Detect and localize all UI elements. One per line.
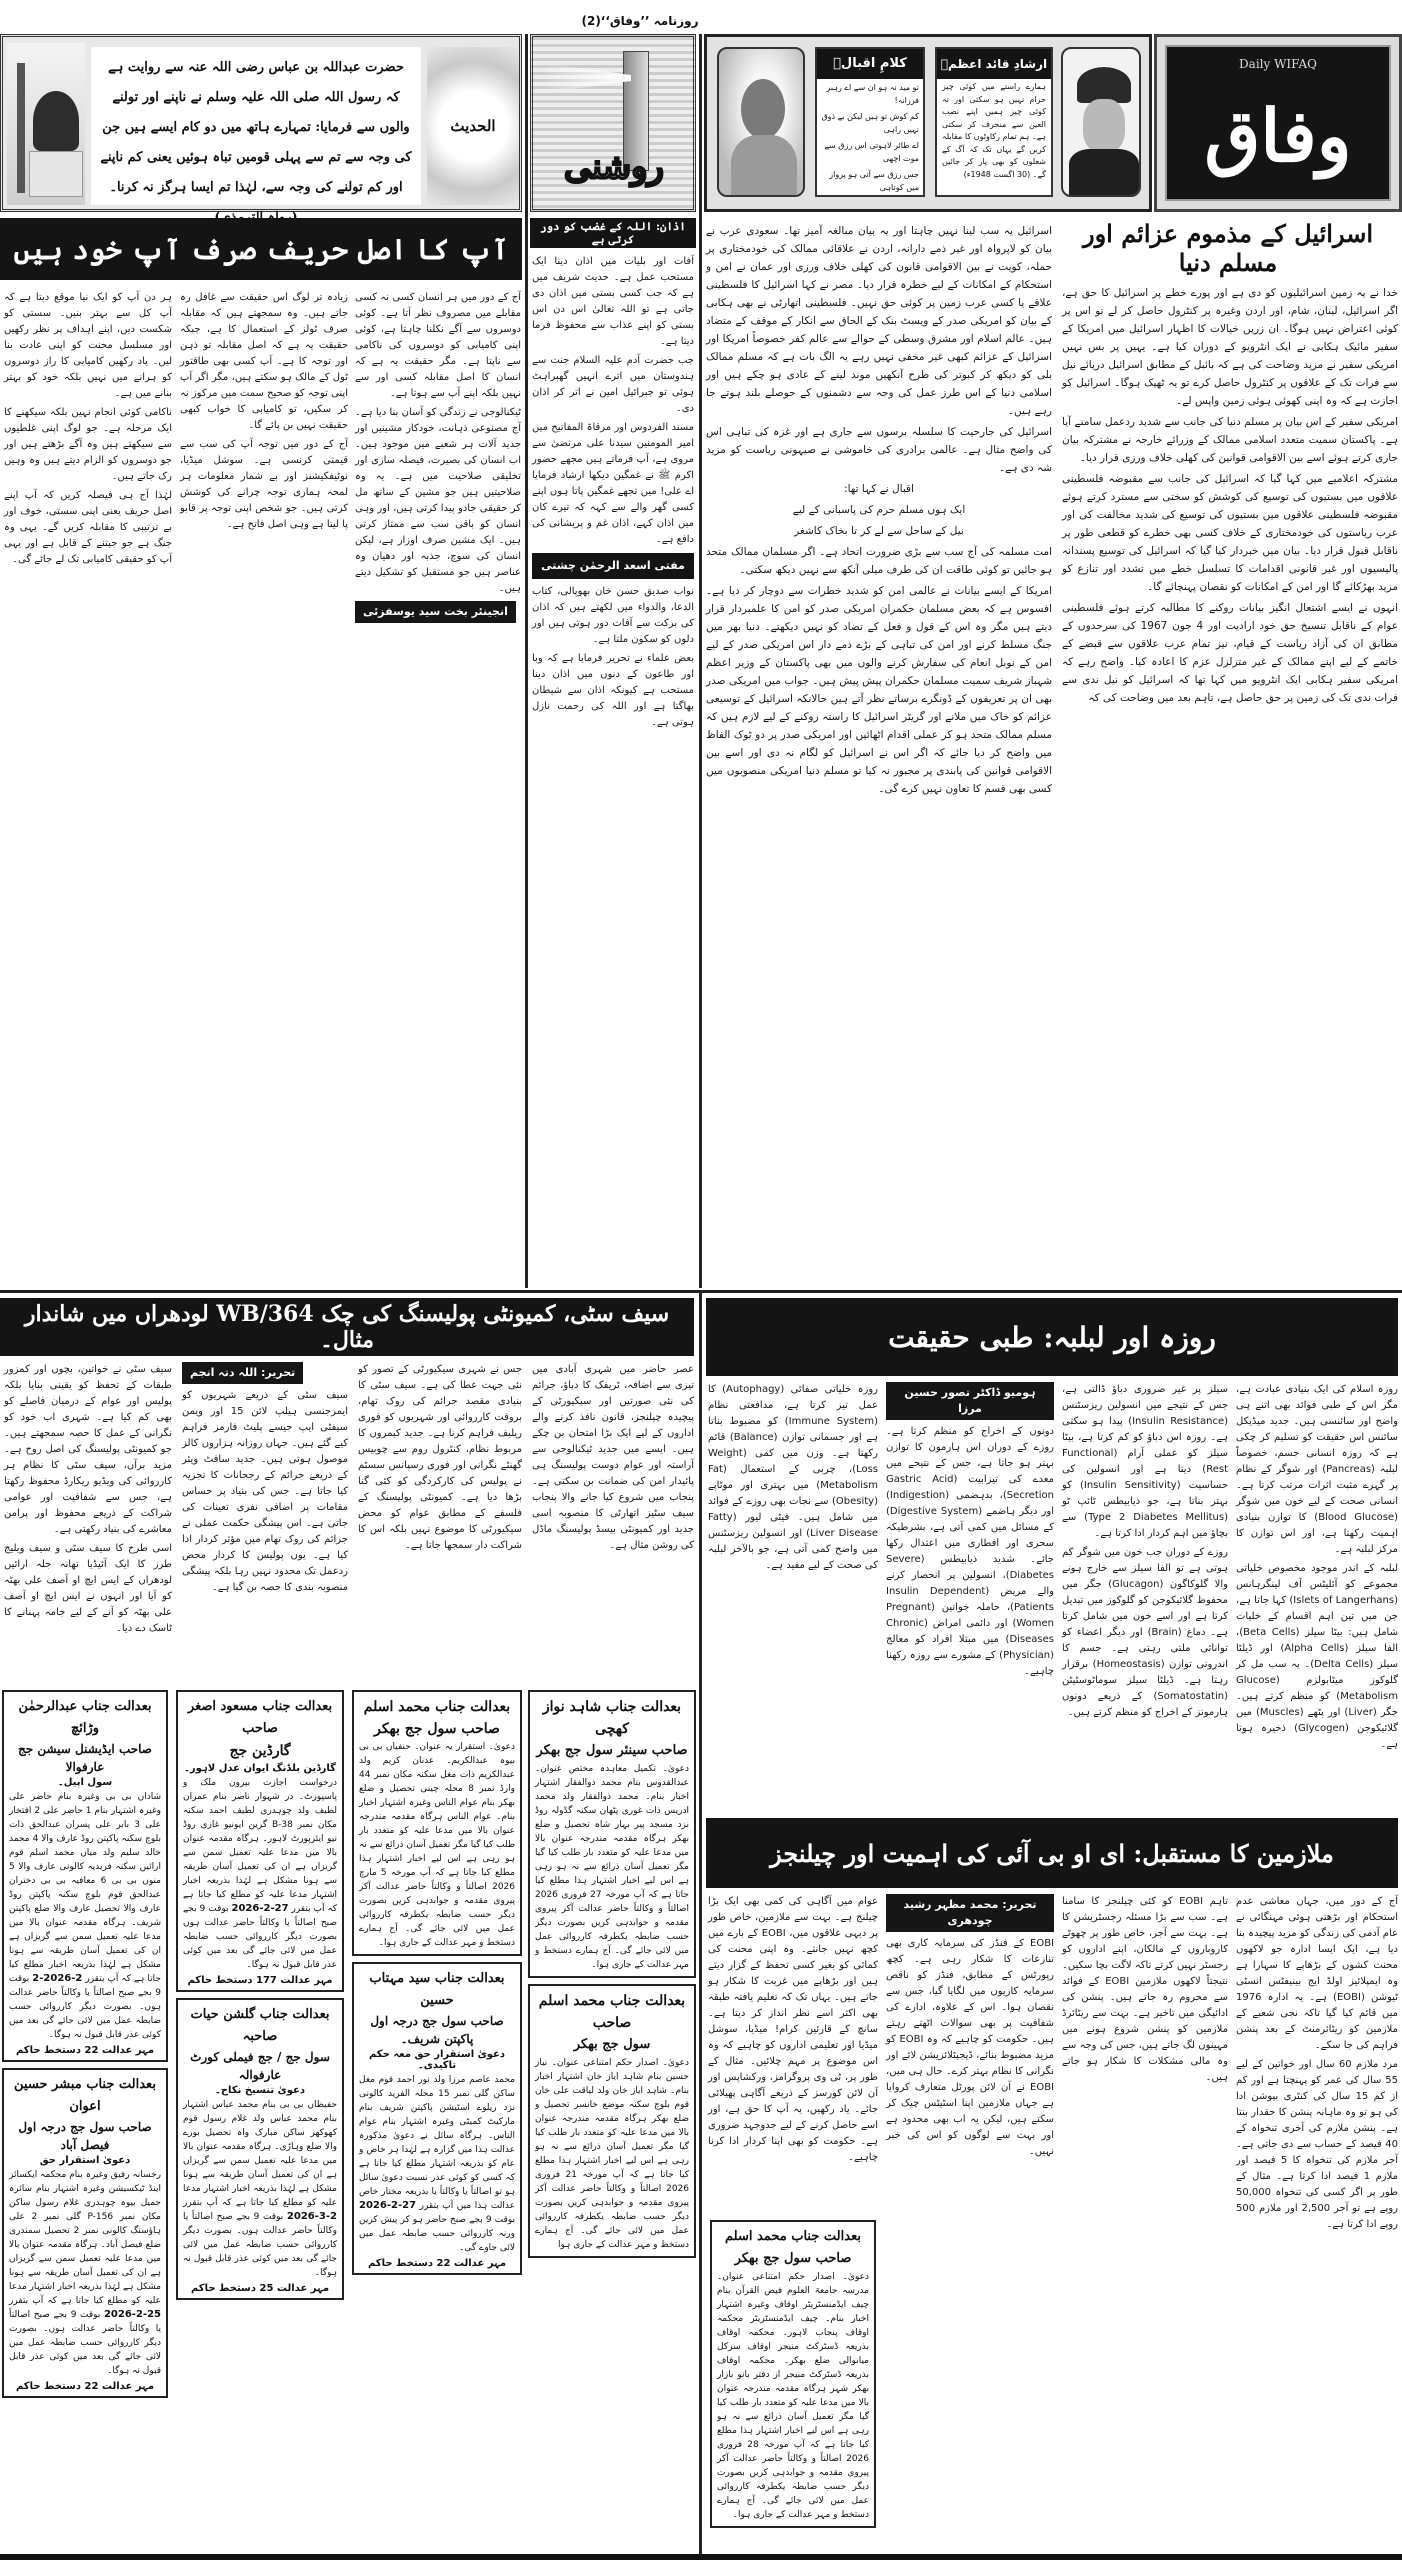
israel-verse: ایک ہوں مسلم حرم کی پاسبانی کے لیے (792, 504, 966, 516)
safecity-column (532, 1362, 694, 1557)
rival-paragraph: ٹیکنالوجی نے زندگی کو آسان بنا دیا ہے۔ آج مصنوعی ذہانت، خودکار مشینیں اور جدید آلات ہر شعبے میں موجود ہیں۔ اب انسان کی بصیرت، فیصلہ سازی اور تخلیقی صلاحیت میں ہے۔ یہ وہ صلاحیتیں ہیں جو مشین کے ساتھ مل کر حقیقی جادو پیدا کرتی ہیں، اور وہی انسان کو باقی سب سے ممتاز کرتی ہیں۔ ایک مشین صرف اوزار ہے، لیکن انسان کی سوچ، جذبہ اور دھیان وہ عناصر ہیں جو مستقبل کو تشکیل دیتے ہیں۔ (355, 407, 521, 594)
iqbal-portrait (717, 47, 805, 197)
column-divider (699, 1290, 702, 2554)
iqbal-line: جس رزق سے آتی ہو پرواز میں کوتاہی (829, 170, 919, 192)
roshni-paragraph: بعض علماء نے تحریر فرمایا ہے کہ وبا اور طاعون کے دنوں میں اذان دینا مستحب ہے کیونکہ اذان سے شیطان بھاگتا ہے اور اللہ کی رحمت نازل ہوتی ہے۔ (532, 653, 694, 728)
court-title: بعدالت جناب مسعود اصغر صاحب (187, 1699, 333, 1736)
court-date: 25-2-2026 (103, 2309, 161, 2320)
court-body-text: بوقت 9 بجے صبح اصالتاً یا وکالتاً حاضر عدالت ہوں۔ بصورت دیگر کارروائی حسب ضابطہ عمل میں لائی جائے گی بعد میں کوئی عذر قابل قبول نہ ہوگا۔ (9, 2310, 161, 2376)
court-body-text: بوقت 9 بجے صبح حاضر ہو کر پیش کریں ورنہ کارروائی حسب ضابطہ عمل میں لائی جاوے گی۔ (359, 2215, 516, 2253)
fasting-column (1236, 1382, 1398, 1756)
court-title: بعدالت جناب سید مہتاب حسین (369, 1971, 505, 2008)
court-signature: مہر عدالت 22 دستخط حاکم (15, 2045, 155, 2056)
roshni-label: روشنی (564, 147, 664, 187)
israel-verse: اقبال نے کہا تھا: (844, 483, 914, 495)
court-subtitle: صاحب ایڈیشنل سیشن جج عارفوالا (18, 1742, 152, 1774)
court-body-text: درخواست اجازت بیرون ملک و پاسپورٹ۔ در شہوار ناصر بنام عمران لطیف ولد چوہدری لطیف احمد سکنہ مکان نمبر B-38 گرین ایونیو غازی روڈ نیو ایئرپورٹ لاہور۔ ہرگاہ مقدمہ عنوان بالا میں مدعا علیہ تعمیل سمن سے گریزاں ہے ان کی تعمیل آسان طریقہ سے ہونا مشکل ہے لہٰذا بذریعہ اخبار اشتہار مدعا علیہ کو مطلع کیا جاتا ہے کہ آپ بتقرر (183, 1778, 337, 1914)
safecity-headline: سیف سٹی، کمیونٹی پولیسنگ کی چک WB/364 لودھراں میں شاندار مثال۔ (0, 1298, 694, 1356)
court-body-text: حفیظاں بی بی بنام محمد عباس اشتہار بنام محمد عباس ولد غلام رسول قوم کھوکھر ساکن مبارک واہ تحصیل بورے والا ضلع وہاڑی۔ ہرگاہ مقدمہ عنوان بالا میں مدعا علیہ تعمیل سمن سے گریزاں ہے ان کی تعمیل آسان طریقہ سے ہونا مشکل ہے لہٰذا بذریعہ اخبار اشتہار مدعا علیہ کو مطلع کیا جاتا ہے کہ آپ بتقرر (183, 2100, 337, 2208)
eobi-paragraph: آج کے دور میں، جہاں معاشی عدم استحکام اور بڑھتی ہوئی مہنگائی نے عام آدمی کی زندگی کو مزید پیچیدہ بنا دیا ہے، ایک ایسا ادارہ جو لاکھوں محنت کشوں کے بڑھاپے کا سہارا ہے وہ ایمپلائیز اولڈ ایج بینیفٹس انسٹی ٹیوشن (EOBI) ہے۔ یہ ادارہ 1976 میں قائم کیا گیا تاکہ نجی شعبے کے ملازمین کو ریٹائرمنٹ کے بعد پنشن فراہم کی جا سکے۔ (1236, 1896, 1398, 2051)
court-title: بعدالت جناب محمد اسلم صاحب (538, 1993, 686, 2031)
safecity-paragraph: اسی طرح کا سیف سٹی و سیف ویلیج طرز کا ایک آئیڈیا تھانہ جلہ ارائیں لودھراں کے ایس ایچ او آصف علی بھٹہ کو آیا اور انہوں نے ایس ایچ او آصف علی بھٹہ کو آنے کے لیے جامہ پہنانے کا ٹاسک دے دیا۔ (4, 1543, 172, 1634)
safecity-paragraph: سیف سٹی کے ذریعے شہریوں کو ایمرجنسی ہیلپ لائن 15 اور ویمن سیفٹی ایپ جیسے پلیٹ فارمز فراہم کیے گئے ہیں۔ جہاں روزانہ ہزاروں کالز موصول ہوتی ہیں۔ جدید سافٹ ویئر کے ذریعے جرائم کے رجحانات کا تجزیہ کیا جاتا ہے۔ جس کی بنیاد پر حساس مقامات پر اضافی نفری تعینات کی جاتی ہے۔ اس پیشگی حکمت عملی نے جرائم کی روک تھام میں مؤثر کردار ادا کیا ہے۔ یوں پولیس کا کردار محض ردعمل تک محدود نہیں رہا بلکہ پیشگی منصوبہ بندی کا حصہ بن گیا ہے۔ (182, 1390, 348, 1593)
court-body (183, 1776, 337, 1972)
court-case-type: دعویٰ استقرار حق (39, 2155, 131, 2166)
mosque-image (7, 43, 85, 205)
court-body-text: بوقت 9 بجے صبح اصالتاً یا وکالتاً حاضر عدالت ہوں۔ بصورت دیگر کارروائی حسب ضابطہ عمل میں لائی جائے گی بعد میں کوئی عذر قابل قبول نہ ہوگا۔ (9, 1974, 161, 2040)
israel-paragraph: امریکی سفیر کے اس بیان پر مسلم دنیا کی جانب سے شدید ردعمل سامنے آیا ہے۔ پاکستان سمیت متعدد اسلامی ممالک کے وزرائے خارجہ نے مشترکہ بیان جاری کرتے ہوئے اسے بین الاقوامی قوانین کی کھلی خلاف ورزی قرار دیا۔ (1062, 416, 1398, 464)
fasting-byline: ہومیو ڈاکٹر تصور حسین مرزا (886, 1382, 1054, 1420)
rival-paragraph: آج کے دور میں توجہ آپ کی سب سے قیمتی کرنسی ہے۔ سوشل میڈیا، نوٹیفکیشنز اور بے شمار معلومات ہر لمحہ ہماری توجہ چرانے کی کوشش کرتی ہیں۔ جو شخص اپنی توجہ پر قابو پا لیتا ہے وہی اصل فاتح ہے۔ (180, 439, 348, 530)
court-signature: مہر عدالت 22 دستخط حاکم (15, 2381, 155, 2392)
court-subtitle: سول جج بھکر (573, 2037, 651, 2052)
rival-headline: آپ کا اصل حریف صرف آپ خود ہیں (0, 218, 522, 280)
israel-paragraph: خدا نے یہ زمین اسرائیلیوں کو دی ہے اور پورے خطے پر اسرائیل کا حق ہے، اگر اسرائیل، لبنان، شام، اور اردن وغیرہ پر کنٹرول حاصل کر لے تو اس پر کوئی اعتراض نہیں ہوگا۔ ان زریں خیالات کا اظہار اسرائیل میں امریکا کے سفیر مائیک ہکابی نے ایک انٹرویو کے دوران کیا ہے۔ یہیں پر بس نہیں امریکی سفیر نے مزید وضاحت کی ہے کہ بائبل کے مطابق اسرائیل دریائے نیل سے فرات تک کے علاقوں پر کنٹرول حاصل کرے تو یہ ٹھیک ہوگا۔ اسرائیل کو اجازت ہے کہ وہ اپنی کھوئی ہوئی زمین واپس لے۔ (1062, 287, 1398, 407)
court-body: دعویٰ۔ اصدار حکم امتناعی عنوان۔ نیاز حسین بنام شاہد ایاز خان اشتہار اخبار بنام۔ شاہد ایاز خان ولد لیاقت علی خان قوم بلوچ سکنہ موضع خانسر تحصیل و ضلع بھکر ہرگاہ مقدمہ مندرجہ عنوان بالا میں مدعا علیہ کو متعدد بار طلب کیا گیا مگر تعمیل آسان ذرائع سے نہ ہو رہی ہے اس لیے اخبار اشتہار ہذا مطلع کیا جاتا ہے کہ آپ مورخہ 21 فروری 2026 اصالتاً و وکالتاً حاضر عدالت آکر پیروی مقدمہ و جوابدہی کریں بصورت دیگر حسب ضابطہ یکطرفہ کارروائی عمل میں لائی جائے گی۔ آج ہمارے دستخط و مہر عدالت کے جاری ہوا (535, 2058, 689, 2250)
logo-urdu: وفاق (1204, 93, 1352, 178)
court-stack (176, 1690, 344, 2300)
court-subtitle: گارڈین جج (229, 1743, 291, 1759)
roshni-paragraph: جب حضرت آدم علیہ السلام جنت سے ہندوستان میں اترے انہیں گھبراہٹ ہوئی تو جبرائیل امین نے اتر کر اذان دی۔ (532, 355, 694, 414)
iqbal-line: اے طائر لاہوتی اس رزق سے موت اچھی (824, 141, 919, 163)
court-body-text: شاداں بی بی وغیرہ بنام حاضر علی وغیرہ اشتہار بنام 1 حاضر علی 2 افتخار علی 3 بابر علی پسران عبدالحق ذات بلوچ سکنہ پاکپتن روڈ عارف والا 4 محمد خالد سلیم ولد میاں محمد اسلم قوم ارائیں سکنہ فریدیہ کالونی عارف والا 5 منوں بی بی 6 معافیہ بی بی دختران عبدالحق قوم بلوچ سکنہ پاکپتن روڈ عارف والا تحصیل عارف والا ضلع پاکپتن شریف۔ ہرگاہ مقدمہ عنوان بالا میں مدعا علیہ تعمیل سمن سے گریزاں ہے ان کی تعمیل آسان طریقہ سے ہونا مشکل ہے لہٰذا بذریعہ اخبار مطلع کیا جاتا ہے کہ آپ بتقرر (9, 1792, 162, 1984)
israel-headline: اسرائیل کے مذموم عزائم اور مسلم دنیا (1083, 219, 1373, 277)
court-body-text: بوقت 9 بجے صبح اصالتاً یا وکالتاً حاضر عدالت ہوں بصورت دیگر کارروائی حسب ضابطہ عمل میں لائی جائے گی بعد میں کوئی عذر قابل قبول نہ ہوگا۔ (183, 1904, 337, 1970)
rival-paragraph: ہر دن آپ کو ایک نیا موقع دیتا ہے کہ آپ کل سے بہتر بنیں۔ سستی کو شکست دیں، اپنے اہداف پر نظر رکھیں اور مسلسل محنت کو اپنی عادت بنا لیں۔ یاد رکھیں کامیابی کا راز دوسروں کو ہرانے میں نہیں بلکہ خود کو بہتر بنانے میں ہے۔ (4, 292, 172, 399)
hadith-badge (427, 47, 519, 205)
court-notice (2, 1690, 168, 2062)
iqbal-line: تو مید نہ ہو ان سے اے رہبر فرزانہ! (826, 83, 919, 105)
israel-paragraph: مشترکہ اعلامیے میں کہا گیا کہ اسرائیل کی جانب سے مقبوضہ فلسطینی علاقوں میں بستیوں کی توسیع کی کوشش کو سختی سے مسترد کرتے ہوئے مقبوضہ فلسطینی علاقوں میں بستیوں کی توسیع کی شدید مخالفت کی اور عرب ریاستوں کی خودمختاری کے خلاف کسی بھی خطرے کو قطعی طور پر ناقابل قبول قرار دیا۔ بیان میں خبردار کیا گیا کہ اسرائیل کی توسیع پسندانہ پالیسیوں اور غیر قانونی اقدامات کا تسلسل خطے میں تشدد اور تنازع کو مزید بھڑکائے گا اور امن کے امکانات کو نقصان پہنچائے گا۔ (1062, 473, 1398, 593)
court-notice (352, 1690, 522, 1956)
court-title: بعدالت جناب محمد اسلم (363, 1699, 511, 1715)
court-body-text: محمد عاصم مرزا ولد نور احمد قوم مغل ساکن گلی نمبر 15 محلہ الفرید کالونی نزد ریلوے اسٹیشن پاکپتن شریف بنام مارکیٹ کمیٹی وغیرہ اشتہار بنام عوام الناس۔ ہرگاہ سائل نے دعویٰ مذکورہ عدالت ہذا میں گزارہ ہے لہٰذا ہر خاص و عام کو بذریعہ اشتہار مطلع کیا جاتا ہے کہ کسی کو کوئی عذر نسبت دعویٰ سائل ہو تو اصالتاً یا وکالتاً یا بذریعہ مختار خاص عدالت ہذا میں آپ بتقرر (359, 2075, 515, 2211)
quotes-box (704, 34, 1152, 212)
quaid-title: ارشادِ قائد اعظمؒ (937, 49, 1051, 79)
court-notice (176, 1690, 344, 1992)
court-body-text: بوقت 9 بجے صبح اصالتاً یا وکالتاً حاضر عدالت ہوں۔ بصورت دیگر کارروائی حسب ضابطہ عمل میں لائی جائے گی بعد میں کوئی عذر قابل قبول نہ ہوگا۔ (183, 2212, 337, 2278)
israel-paragraph: امریکا کے ایسے بیانات نے عالمی امن کو شدید خطرات سے دوچار کر دیا ہے۔ افسوس ہے کہ بعض مسلمان حکمران امریکی صدر کو امن کا علمبردار قرار دیتے ہیں مگر وہ اس کے قول و فعل کے تضاد کو نہیں دیکھتے۔ دنیا بھر میں جنگ مسلط کرنے اور امن کی تباہی کے بڑے ذمے دار اس امریکی صدر کے لیے امن کے نوبل انعام کی سفارش کرنے والوں میں بھی پاکستان کے وزیر اعظم شہباز شریف سمیت مسلمان حکمران پیش پیش ہیں۔ جواب میں امریکی صدر بھی ان پر تعریفوں کے ڈونگرے برساتے نظر آتے ہیں حالانکہ اسرائیل کے توسیعی عزائم کو خاک میں ملانے اور گریٹر اسرائیل کا راستہ روکنے کے لیے لازم ہیں کہ مسلم ممالک متحد ہو کر عملی اقدام اٹھائیں اور امریکی صدر پر دو ٹوک الفاظ میں واضح کر دیا جائے کہ اگر اس نے اسرائیل کو لگام نہ دی اور اسے بین الاقوامی قوانین کی پابندی پر مجبور نہ کیا تو مسلم دنیا امریکی منصوبوں میں کسی بھی قسم کا تعاون نہیں کرے گی۔ (706, 585, 1052, 795)
rival-paragraph: لہٰذا آج ہی فیصلہ کریں کہ آپ اپنے اصل حریف یعنی اپنی سستی، خوف اور بے ترتیبی کا مقابلہ کریں گے۔ یہی وہ جنگ ہے جو جیتنے کے قابل ہے اور یہی آپ کو حقیقی کامیابی تک لے جائے گی۔ (4, 490, 172, 565)
court-stack (352, 1690, 522, 2275)
court-title: بعدالت جناب عبدالرحمٰن وڑائچ (18, 1699, 152, 1736)
court-date: 2-3-2026 (286, 2211, 338, 2222)
israel-paragraph: امت مسلمہ کی آج سب سے بڑی ضرورت اتحاد ہے۔ اگر مسلمان ممالک متحد ہو جائیں تو کوئی طاقت ان کی طرف میلی آنکھ سے نہیں دیکھ سکتی۔ (706, 546, 1052, 576)
fasting-paragraph: لبلبہ کے اندر موجود مخصوص خلیاتی مجموعے کو آئلیٹس آف لینگرہانس (Islets of Langerhans) کہا جاتا ہے، جن میں تین اہم اقسام کے خلیات شامل ہیں: بیٹا سیلز (Beta Cells)، الفا سیلز (Alpha Cells) اور ڈیلٹا سیلز (Delta Cells)۔ یہ سب مل کر گلوکوز میٹابولزم (Glucose Metabolism) کو منظم کرتے ہیں۔ جگر (Liver) اور پٹھے (Muscles) میں گلائیکوجن (Glycogen) ذخیرہ ہوتا ہے۔ (1236, 1563, 1399, 1750)
roshni-column (532, 254, 694, 734)
eobi-paragraph: تاہم EOBI کو کئی چیلنجز کا سامنا ہے۔ سب سے بڑا مسئلہ رجسٹریشن کا ہے۔ بہت سے آجر، خاص طور پر چھوٹے کاروباروں کے مالکان، اپنے اداروں کو رجسٹر نہیں کرتے تاکہ لاگت بچا سکیں۔ نتیجتاً لاکھوں ملازمین EOBI کے فوائد سے محروم رہ جاتے ہیں۔ پنشن کی ادائیگی میں تاخیر ہے۔ بہت سے ریٹائرڈ ملازمین کو پنشن شروع ہونے میں مہینوں لگ جاتے ہیں، جس کی وجہ سے وہ مالی مشکلات کا شکار ہو جاتے ہیں۔ (1062, 1896, 1228, 2083)
court-date: 27-2-2026 (231, 1903, 289, 1914)
court-title: بعدالت جناب شاہد نواز کھچی (542, 1699, 682, 1737)
column-divider (525, 34, 528, 1288)
safecity-column (358, 1362, 522, 1557)
roshni-paragraph: مسند الفردوس اور مرقاۃ المفاتیح میں امیر المومنین سیدنا علی مرتضیٰ سے مروی ہے، آپ فرماتے ہیں مجھے حضور اکرم ﷺ نے غمگین دیکھا ارشاد فرمایا اے علی! میں تجھے غمگین پاتا ہوں اپنے کسی گھر والے سے کہہ کہ تیرے کان میں اذان کہے، اذان غم و پریشانی کی دافع ہے۔ (532, 422, 694, 545)
court-stack (2, 1690, 168, 2398)
page-label: روزنامہ ’’وفاق‘‘(2) (581, 14, 699, 28)
column-divider (699, 34, 702, 1288)
roshni-byline: مفتی اسعد الرحمٰن چشتی (532, 553, 694, 579)
rival-byline: انجینئر بخت سید یوسفزئی (355, 601, 516, 623)
rival-paragraph: ناکامی کوئی انجام نہیں بلکہ سیکھنے کا ایک مرحلہ ہے۔ جو لوگ اپنی غلطیوں سے سیکھتے ہیں وہ آگے بڑھتے ہیں اور جو دوسروں کو الزام دیتے ہیں وہ وہیں رک جاتے ہیں۔ (4, 407, 172, 482)
fasting-column (708, 1382, 878, 1577)
court-subtitle: صاحب سول جج بھکر (734, 2251, 852, 2266)
eobi-paragraph: مرد ملازم 60 سال اور خواتین کے لیے 55 سال کی عمر کو پہنچتا ہے اور کم از کم 15 سال کی کنٹری بیوشن ادا کی ہو تو وہ ماہانہ پنشن کا حقدار بنتا ہے۔ پنشن ملازم کی آخری تنخواہ کے 40 فیصد کے حساب سے دی جاتی ہے۔ آجر ملازم کی تنخواہ کا 5 فیصد اور ملازم 1 فیصد ادا کرتا ہے۔ مثال کے طور پر اگر کسی کی تنخواہ 50,000 روپے ہے تو آجر 2,500 اور ملازم 500 روپے ادا کرتا ہے۔ (1236, 2059, 1399, 2230)
iqbal-line: کم کوش تو ہیں لیکن بے ذوق نہیں راہی (821, 112, 919, 134)
court-body: دعویٰ۔ استقرار یہ عنوان۔ حنفیاں بی بی بیوہ عبدالکریم۔ عدنان کریم ولد عبدالکریم ذات مغل سکنہ مکان نمبر 44 وارڈ نمبر 8 محلہ چینی تحصیل و ضلع بھکر بنام عوام الناس وغیرہ اشتہار اخبار بنام۔ عوام الناس ہرگاہ مقدمہ مندرجہ عنوان بالا میں مدعا علیہ کو متعدد بار طلب کیا گیا مگر تعمیل آسان ذرائع سے نہ ہو رہی ہے اس لیے اخبار اشتہار ہذا مطلع کیا جاتا ہے کہ آپ مورخہ 5 مارچ 2026 اصالتاً و وکالتاً حاضر عدالت آکر پیروی مقدمہ و جوابدہی کریں بصورت دیگر حسب ضابطہ یکطرفہ کارروائی عمل میں لائی جائے گی۔ آج ہمارے دستخط و مہر عدالت کے جاری ہوا۔ (359, 1742, 516, 1948)
court-body-text: رخسانہ رفیق وغیرہ بنام محکمہ ایکسائز اینڈ ٹیکسیشن وغیرہ اشتہار بنام سائرہ جمیل بیوہ چوہدری غلام رسول ساکن مکان نمبر P-156 گلی نمبر 2 علی ہاؤسنگ کالونی نمبر 2 تحصیل سمندری ضلع فیصل آباد۔ ہرگاہ مقدمہ عنوان بالا میں مدعا علیہ تعمیل سمن سے گریزاں ہے ان کی تعمیل آسان طریقہ سے ہونا مشکل ہے لہٰذا بذریعہ اخبار اشتہار مدعا علیہ کو مطلع کیا جاتا ہے کہ آپ بتقرر (9, 2170, 162, 2306)
iqbal-verse (817, 79, 923, 196)
safecity-paragraph: جس نے شہری سیکیورٹی کے تصور کو نئی جہت عطا کی ہے۔ سیف سٹی کا بنیادی مقصد جرائم کی روک تھام، بروقت کارروائی اور شہریوں کو فوری ریلیف فراہم کرنا ہے۔ جدید کیمروں کا مربوط نظام، کنٹرول روم سے چوبیس گھنٹے نگرانی اور فوری رسپانس سسٹم نے پولیس کی کارکردگی کو کئی گنا بڑھا دیا ہے۔ کمیونٹی پولیسنگ کے فلسفے کے مطابق عوام کو محض سیکیورٹی کا موضوع نہیں بلکہ اس کا شراکت دار سمجھا جاتا ہے۔ (358, 1364, 522, 1551)
masthead-logo (1154, 34, 1402, 212)
fasting-column (1062, 1382, 1228, 1724)
israel-paragraph: اسرائیل یہ سب لینا نہیں چاہتا اور یہ بیان مبالغہ آمیز تھا۔ سعودی عرب نے بیان کو لاپرواہ اور غیر ذمے دارانہ، اردن نے علاقائی ممالک کی خودمختاری پر حملہ، کویت نے بین الاقوامی قانون کی کھلی خلاف ورزی اور عمان نے امن و استحکام کے امکانات کے لیے خطرہ قرار دیا۔ مصر نے کہا اسرائیل کا فلسطینی علاقے یا کسی عرب زمین پر کوئی حق نہیں۔ فلسطینی اتھارٹی نے بھی ہکابی کے بیان کو امریکی صدر کے ویسٹ بنک کے الحاق سے انکار کے موقف کے متضاد ہیں۔ عالم اسلام اور مشرق وسطی کے حوالے سے عالم کفر خصوصاً امریکا اور اسرائیل کے عزائم کبھی غیر مخفی نہیں رہے یہ الگ بات ہے کہ مسلم ممالک بلی کو دیکھ کر کبوتر کی طرح آنکھیں موند لینے کے عادی ہو چکے ہیں اور اسلامی دنیا کے اس طرز عمل کی وجہ سے دشمنوں کے حوصلے بلند ہوتے جا رہے ہیں۔ (706, 225, 1052, 417)
israel-column (1062, 284, 1398, 710)
court-subtitle: صاحب سینئر سول جج بھکر (536, 1743, 688, 1758)
court-signature: مہر عدالت 177 دستخط حاکم (187, 1975, 333, 1986)
eobi-column (1062, 1894, 1228, 2089)
eobi-column (708, 1894, 878, 2169)
safecity-column (182, 1362, 348, 1599)
court-date: 27-2-2026 (359, 2200, 417, 2211)
court-subtitle: سول جج / جج فیملی کورٹ عارفوالہ (190, 2050, 330, 2082)
israel-verse: نیل کے ساحل سے لے کر تا بخاک کاشغر (794, 525, 964, 537)
israel-column (706, 222, 1052, 801)
rival-column (355, 290, 521, 629)
roshni-badge (530, 34, 696, 212)
court-body (9, 2168, 161, 2378)
eobi-paragraph: عوام میں آگاہی کی کمی بھی ایک بڑا چیلنج ہے۔ بہت سے ملازمین، خاص طور پر دیہی علاقوں میں، EOBI کے بارے میں کچھ نہیں جانتے۔ وہ اپنی محنت کی کمائی کو بغیر کسی تحفظ کے گزار دیتے ہیں اور بڑھاپے میں غربت کا شکار ہو جاتے ہیں۔ یہاں تک کہ تعلیم یافتہ طبقہ بھی اکثر اسے نظر انداز کر دیتا ہے۔ سانچ کے قارئین کرام! میڈیا، سوشل میڈیا اور تعلیمی اداروں کو چاہیے کہ وہ اس موضوع پر مہم چلائیں۔ مثال کے طور پر، ٹی وی پروگرامز، ورکشاپس اور آن لائن کورسز کے ذریعے آگاہی پھیلائی جائے۔ یاد رکھیں، یہ آپ کا حق ہے، اور اسے حاصل کرنے کے لیے جدوجہد ضروری ہے۔ حکومت کو بھی اپنا کردار ادا کرنا چاہیے۔ (708, 1896, 878, 2163)
logo-english: Daily WIFAQ (1239, 57, 1317, 71)
safecity-column (4, 1362, 172, 1640)
page-bottom-rule (0, 2554, 1402, 2560)
court-subtitle: صاحب سول جج بھکر (374, 1721, 500, 1737)
eobi-column (1236, 1894, 1398, 2236)
hadith-badge-label: الحدیث (450, 117, 496, 135)
court-notice (528, 1984, 696, 2258)
court-stack (528, 1690, 696, 2258)
eobi-byline: تحریر: محمد مظہر رشید چودھری (886, 1894, 1054, 1932)
court-title: بعدالت جناب محمد اسلم (725, 2229, 861, 2244)
court-notice (710, 2220, 876, 2528)
court-date: 2-2026-2 (32, 1973, 83, 1984)
roshni-paragraph: آفات اور بلیات میں اذان دینا ایک مستحب عمل ہے۔ حدیث شریف میں ہے کہ جب کسی بستی میں اذان دی جاتی ہے تو اللہ تعالیٰ اس دن اس بستی کو اپنے عذاب سے محفوظ فرما دیتا ہے۔ (532, 256, 694, 347)
israel-paragraph: اسرائیل کی جارحیت کا سلسلہ برسوں سے جاری ہے اور غزہ کی تباہی اس کی واضح مثال ہے۔ عالمی برادری کی خاموشی نے صیہونی ریاست کو مزید شہ دی ہے۔ (706, 426, 1052, 474)
roshni-paragraph: نواب صدیق حسن خان بھوپالی، کتاب الدعا، والدواء میں لکھتے ہیں کہ اذان کی برکت سے آفات دور ہوتی ہیں اور دلوں کو سکون ملتا ہے۔ (532, 586, 694, 645)
fasting-paragraph: روزے کے دوران جب خون میں شوگر کم ہوتی ہے تو الفا سیلز سے خارج ہونے والا گلوکاگون (Glucagon) جگر میں محفوظ گلائیکوجن کو گلوکوز میں تبدیل کرتا ہے اور اسے خون میں شامل کرتا ہے۔ دماغ (Brain) اور دیگر اعضاء کو توانائی ملتی رہتی ہے۔ جسم کا اندرونی توازن (Homeostasis) برقرار رہتا ہے۔ ڈیلٹا سیلز سوماٹوسٹیٹن (Somatostatin) کے ذریعے دونوں ہارمونز کے اخراج کو منظم کرتے ہیں۔ (1062, 1547, 1228, 1718)
fasting-paragraph: روزہ خلیاتی صفائی (Autophagy) کا عمل تیز کرتا ہے، مدافعتی نظام (Immune System) کو مضبوط بناتا ہے اور جسمانی توازن (Balance) قائم رکھتا ہے۔ وزن میں کمی (Weight Loss)، چربی کے استعمال (Fat Metabolism) میں بہتری اور موٹاپے (Obesity) سے نجات بھی روزے کے فوائد میں شامل ہیں۔ فیٹی لیور (Fatty Liver Disease) اور انسولین ریزسٹنس میں واضح کمی آتی ہے، جو بالآخر لبلبہ کی صحت کے لیے مفید ہے۔ (708, 1384, 878, 1571)
court-body (359, 2073, 515, 2255)
court-signature: مہر عدالت 22 دستخط حاکم (367, 2258, 507, 2269)
court-notice (2, 2068, 168, 2398)
roshni-headline: اذان: اللہ کے غضب کو دور کرتی ہے (530, 218, 696, 248)
court-subtitle: صاحب سول جج درجہ اول فیصل آباد (18, 2120, 152, 2152)
israel-paragraph: انہوں نے ایسے اشتعال انگیز بیانات روکنے کا مطالبہ کرتے ہوئے فلسطینی عوام کے ناقابل تنسیخ حق خود ارادیت اور 4 جون 1967 کی سرحدوں کے مطابق ان کی آزاد ریاست کے قیام، نیز تمام عرب علاقوں سے قبضے کے خاتمے کے لیے اپنے ممالک کے غیر متزلزل عزم کا اعادہ کیا۔ واضح رہے کہ امریکی سفیر ہکابی ایک انٹرویو میں کہا تھا کہ اسرائیل کو نیل ندی سے فرات ندی تک کی زمین پر حق حاصل ہے، تاہم بعد میں وضاحت کی کہ (1062, 602, 1398, 704)
court-location: گارڈین بلڈنگ ایوان عدل لاہور۔ (184, 1763, 336, 1774)
iqbal-title: کلامِ اقبالؒ (817, 49, 923, 79)
quaid-portrait (1061, 47, 1141, 197)
court-case-type: دعویٰ تنسیخ نکاح۔ (214, 2085, 306, 2096)
eobi-headline: ملازمین کا مستقبل: ای او بی آئی کی اہمیت اور چیلنجز (706, 1818, 1398, 1888)
court-notice (352, 1962, 522, 2275)
court-body (9, 1790, 161, 2042)
fasting-column (886, 1382, 1054, 1683)
safecity-paragraph: عصر حاضر میں شہری آبادی میں تیزی سے اضافہ، ٹریفک کا دباؤ، جرائم کی نئی صورتیں اور سیکیورٹی کے پیچیدہ چیلنجز، قانون نافذ کرنے والے اداروں کے لیے ایک بڑا امتحان بن چکے ہیں۔ ایسے میں جدید ٹیکنالوجی سے آراستہ اور عوام دوست پولیسنگ ہی پائیدار امن کی ضمانت بن سکتی ہے۔ پنجاب میں شروع کیا جانے والا پنجاب سیف سٹیز اتھارٹی کا منصوبہ اسی جدید اور کمیونٹی بیسڈ پولیسنگ ماڈل کی روشن مثال ہے۔ (532, 1364, 694, 1551)
rival-paragraph: آج کے دور میں ہر انسان کسی نہ کسی مقابلے میں مصروف نظر آتا ہے۔ کوئی دوسروں سے آگے نکلنا چاہتا ہے، کوئی اپنی کامیابی کو دوسروں کی ناکامی سے ناپتا ہے۔ مگر حقیقت یہ ہے کہ انسان کا اصل مقابلہ کسی اور سے نہیں بلکہ اپنے آپ سے ہوتا ہے۔ (355, 292, 521, 399)
court-signature: مہر عدالت 25 دستخط حاکم (190, 2283, 330, 2294)
hadith-banner (0, 34, 522, 212)
rival-column (4, 290, 172, 571)
rival-column (180, 290, 348, 536)
court-title: بعدالت جناب گلشن حیات صاحبہ (190, 2007, 330, 2044)
court-notice (528, 1690, 696, 1978)
court-subtitle: صاحب سول جج درجہ اول پاکپتن شریف۔ (370, 2014, 504, 2046)
eobi-column (886, 1894, 1054, 2163)
court-body: دعویٰ۔ اصدار حکم امتناعی عنوان۔ مدرسہ جامعۃ العلوم فیض القرآن بنام چیف ایڈمنسٹریٹر اوقاف وغیرہ اشتہار اخبار بنام۔ چیف ایڈمنسٹریٹر محکمہ اوقاف پنجاب لاہور۔ محکمہ اوقاف بذریعہ ڈسٹرکٹ منیجر اوقاف سرکل میانوالی ضلع بھکر۔ محکمہ اوقاف بذریعہ ڈسٹرکٹ منیجر از دفتر بانو بازار بھکر شہر ہرگاہ مقدمہ مندرجہ عنوان بالا میں مدعا علیہ کو متعدد بار طلب کیا گیا مگر تعمیل آسان ذرائع سے نہ ہو رہی ہے اس لیے اخبار اشتہار ہذا مطلع کیا جاتا ہے کہ آپ مورخہ 28 فروری 2026 اصالتاً و وکالتاً حاضر عدالت آکر پیروی مقدمہ و جوابدہی کریں بصورت دیگر حسب ضابطہ یکطرفہ کارروائی عمل میں لائی جائے گی۔ آج ہمارے دستخط و مہر عدالت کے جاری ہوا۔ (717, 2272, 869, 2520)
safecity-byline: تحریر: اللہ دتہ انجم (182, 1362, 303, 1384)
court-body: دعویٰ۔ تکمیل معاہدہ مختص عنوان۔ عبدالقدوس بنام محمد ذوالفقار اشتہار اخبار بنام۔ محمد ذوالفقار ولد محمد ادریس ذات غوری پٹھان سکنہ گڈولہ روڈ نزد مسجد پیر بہار شاہ تحصیل و ضلع بھکر ہرگاہ مقدمہ مندرجہ عنوان بالا میں مدعا علیہ کو متعدد بار طلب کیا گیا مگر تعمیل آسان ذرائع سے نہ ہو رہی ہے اس لیے اخبار اشتہار ہذا مطلع کیا جاتا ہے کہ آپ مورخہ 27 فروری 2026 اصالتاً و وکالتاً حاضر عدالت آکر پیروی مقدمہ و جوابدہی کریں بصورت دیگر حسب ضابطہ یکطرفہ کارروائی عمل میں لائی جائے گی۔ آج ہمارے دستخط و مہر عدالت کے جاری ہوا۔ (535, 1764, 689, 1970)
court-body (183, 2098, 337, 2280)
quaid-quote: ہمارے راستے میں کوئی چیز حرام نہیں ہو سکتی اور نہ کوئی چیز ہمیں اپنے نصب العین سے منحرف کر سکتی ہے۔ ہم تمام رکاوٹوں کا مقابلہ کریں گے یہاں تک کہ آگ کے شعلوں کو بھی پار کر جائیں گے۔ (30 اگست 1948ء) (942, 82, 1046, 179)
rival-paragraph: زیادہ تر لوگ اس حقیقت سے غافل رہ جاتے ہیں۔ وہ سمجھتے ہیں کہ مقابلہ صرف ٹولز کے استعمال کا ہے، جبکہ حقیقت یہ ہے کہ اصل مقابلہ تو ذہن اور توجہ کا ہے۔ آپ کسی بھی طاقتور ٹول کے مالک ہو سکتے ہیں، مگر اگر آپ اپنی توجہ کو صحیح سمت میں مرکوز نہ کر سکیں، تو کامیابی کا خواب کبھی حقیقت نہیں بن پائے گا۔ (180, 292, 348, 431)
court-notice (176, 1998, 344, 2300)
court-title: بعدالت جناب مبشر حسین اعوان (14, 2077, 156, 2114)
fasting-paragraph: دونوں کے اخراج کو منظم کرتا ہے۔ روزے کے دوران اس ہارمون کا توازن بہتر ہو جاتا ہے، جس کے نتیجے میں معدے کی تیزابیت (Gastric Acid Secretion)، بدہضمی (Indigestion) اور دیگر ہاضمے (Digestive System) کے مسائل میں کمی آتی ہے، بشرطیکہ سحری اور افطاری میں اعتدال رکھا جائے۔ شدید ذیابیطس (Severe Diabetes)، انسولین پر انحصار کرنے والے مریض (Insulin Dependent Patients)، حاملہ خواتین (Pregnant Women) اور دائمی امراض (Chronic Diseases) میں مبتلا افراد کو معالج (Physician) کے مشورے سے روزہ رکھنا چاہیے۔ (886, 1426, 1054, 1677)
safecity-paragraph: سیف سٹی نے خواتین، بچوں اور کمزور طبقات کے تحفظ کو یقینی بنایا بلکہ پولیس اور عوام کے درمیان فاصلے کو بھی کم کیا ہے۔ شہری اب خود کو نگرانی کے عمل کا حصہ سمجھتے ہیں۔ جو کمیونٹی پولیسنگ کی اصل روح ہے۔ مزید برآں، سیف سٹی کا نظام ہر کارروائی کی ویڈیو ریکارڈ محفوظ رکھتا ہے، جس سے شفافیت اور عوامی شراکت کے ذریعے محفوظ اور پرامن معاشرے کی بنیاد رکھتی ہے۔ (4, 1364, 172, 1535)
court-case-type: دعویٰ استقرار حق معہ حکم تاکیدی۔ (368, 2049, 506, 2071)
hadith-text: حضرت عبداللہ بن عباس رضی اللہ عنہ سے روایت ہے کہ رسول اللہ صلی اللہ علیہ وسلم نے ناپنے اور تولنے والوں سے فرمایا: تمہارے ہاتھ میں دو کام ایسے ہیں جن کی وجہ سے تم سے پہلی قومیں تباہ ہوئیں یعنی کم ناپنے اور کم تولنے کی وجہ سے، لہٰذا تم ایسا ہرگز نہ کرنا۔ (91, 47, 421, 205)
eobi-paragraph: EOBI کے فنڈز کی سرمایہ کاری بھی تنازعات کا شکار رہی ہے۔ کچھ رپورٹس کے مطابق، فنڈز کو ناقص سرمایہ کاریوں میں لگایا گیا، جس سے نقصان ہوا۔ اس کے علاوہ، ادارے کی شفافیت پر بھی سوالات اٹھتے رہتے ہیں۔ حکومت کو چاہیے کہ وہ EOBI کو مزید مضبوط بنائے، ڈیجیٹلائزیشن لائے اور نگرانی کا نظام بہتر کرے۔ حال ہی میں، EOBI نے آن لائن پورٹل متعارف کروایا ہے جہاں ملازمین اپنا اسٹیٹس چیک کر سکتے ہیں، لیکن یہ اب بھی محدود ہے اور بہت سے لوگوں کو اس کی خبر نہیں۔ (886, 1938, 1055, 2157)
fasting-paragraph: سیلز پر غیر ضروری دباؤ ڈالتی ہے، جس کے نتیجے میں انسولین ریزسٹنس (Insulin Resistance) پیدا ہو سکتی ہے۔ روزہ اس دباؤ کو کم کرتا ہے، بیٹا سیلز کو عملی آرام (Functional Rest) دیتا ہے اور انسولین کی حساسیت (Insulin Sensitivity) کو بہتر بناتا ہے، جو ذیابیطس ٹائپ ٹو (Type 2 Diabetes Mellitus) سے بچاؤ میں اہم کردار ادا کرتا ہے۔ (1062, 1384, 1229, 1539)
fasting-paragraph: روزہ اسلام کی ایک بنیادی عبادت ہے، مگر اس کے طبی فوائد بھی اتنے ہی واضح اور سائنسی ہیں۔ جدید میڈیکل سائنس اس حقیقت کو تسلیم کر چکی ہے کہ روزہ انسانی جسم، خصوصاً لبلبہ (Pancreas) اور شوگر کے نظام پر گہرے مثبت اثرات مرتب کرتا ہے۔ انسانی صحت کے لیے خون میں شوگر (Blood Glucose) کا توازن بنیادی اہمیت رکھتا ہے، اور اس توازن کا مرکز لبلبہ ہے۔ (1236, 1384, 1398, 1555)
fasting-headline: روزہ اور لبلبہ: طبی حقیقت (706, 1298, 1398, 1376)
court-case-type: سول اپیل۔ (57, 1777, 113, 1788)
